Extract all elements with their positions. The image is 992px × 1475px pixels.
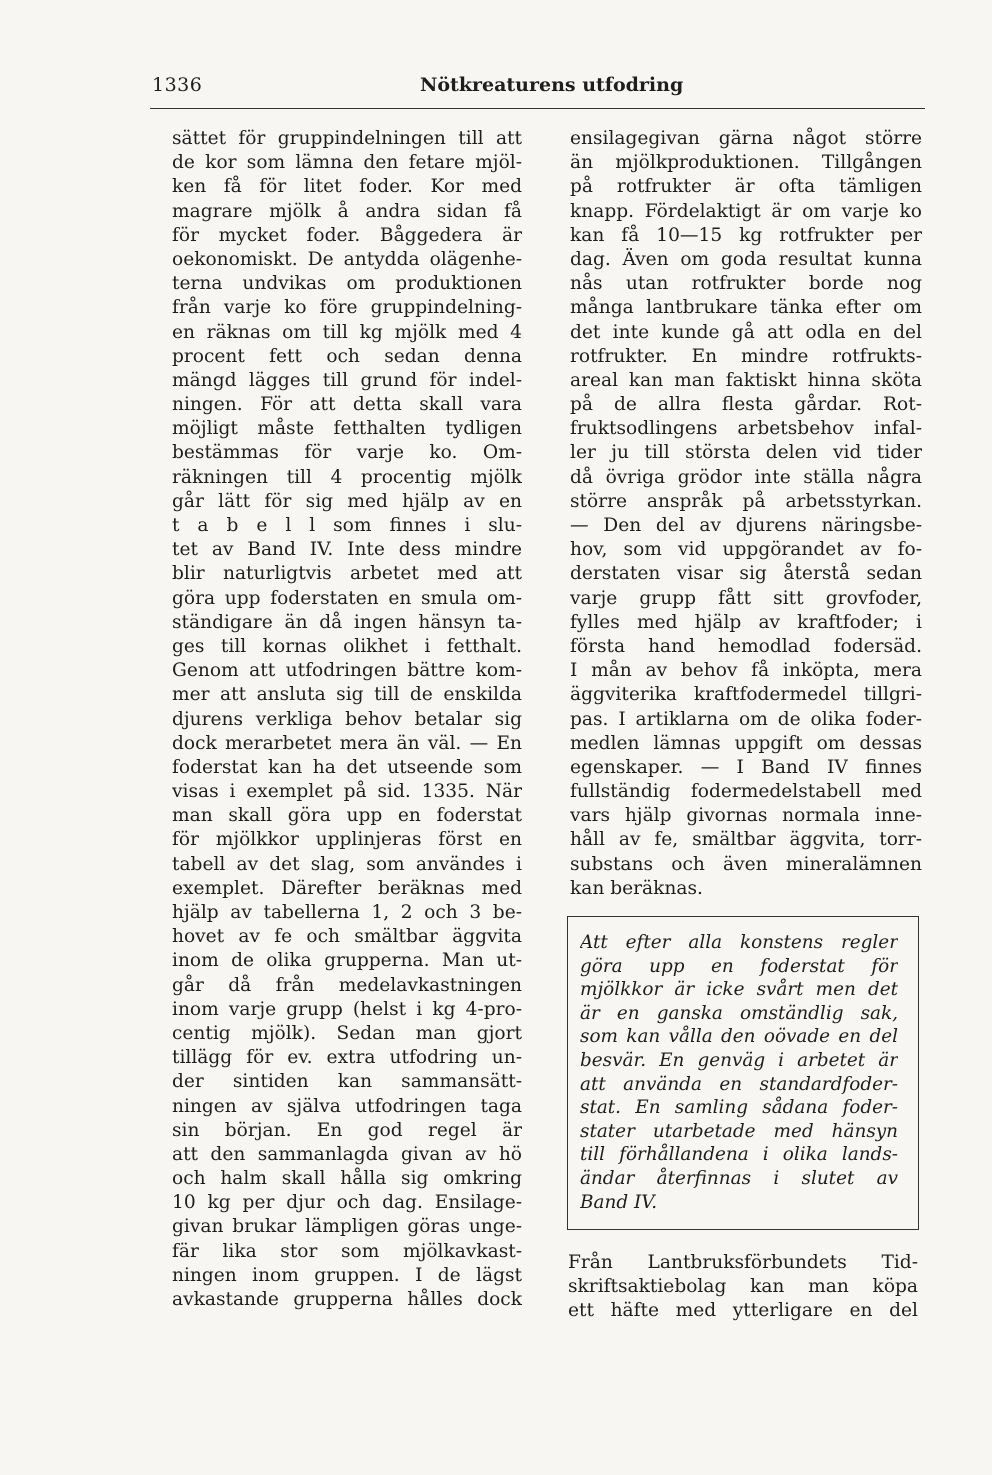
text-line: inom varje grupp (helst i kg 4-pro- (172, 998, 522, 1020)
text-line: kan få 10—15 kg rotfrukter per (570, 224, 922, 246)
text-line: avkastande grupperna hålles dock (172, 1289, 522, 1310)
text-line: att den sammanlagda givan av hö (172, 1143, 522, 1165)
text-line: Genom att utfodringen bättre kom- (172, 660, 522, 682)
text-line: tet av Band IV. Inte dess mindre (172, 539, 522, 561)
text-line: djurens verkliga behov betalar sig (172, 708, 522, 730)
text-line: centig mjölk). Sedan man gjort (172, 1022, 522, 1044)
text-line: går då från medelavkastningen (172, 974, 522, 996)
text-line: håll av fe, smältbar äggvita, torr- (570, 829, 922, 851)
text-line: medlen lämnas uppgift om dessas (570, 732, 922, 754)
page-header (152, 70, 920, 110)
text-line: sin början. En god regel är (172, 1119, 522, 1141)
text-line: stat. En samling sådana foder- (580, 1097, 898, 1119)
text-line: givan brukar lämpligen göras unge- (172, 1216, 522, 1238)
text-line: Band IV. (580, 1191, 658, 1213)
header-rule (150, 108, 925, 109)
text-line: större anspråk på arbetsstyrkan. (570, 490, 922, 512)
text-line: att använda en standardfoder- (580, 1073, 898, 1095)
text-line: substans och även mineralämnen (570, 853, 922, 875)
text-line: I mån av behov få inköpta, mera (570, 660, 922, 682)
text-line: skriftsaktiebolag kan man köpa (568, 1276, 918, 1298)
right-column (570, 127, 922, 901)
text-line: det inte kunde gå att odla en del (570, 321, 922, 343)
text-line: t a b e l l som finnes i slu- (172, 515, 522, 536)
text-line: är en ganska omständlig sak, (580, 1002, 898, 1024)
text-line: fruktsodlingens arbetsbehov infal- (570, 418, 922, 440)
text-line: inom de olika grupperna. Man ut- (172, 950, 522, 972)
text-line: på de allra flesta gårdar. Rot- (570, 394, 922, 416)
text-line: sättet för gruppindelningen till att (172, 128, 522, 149)
right-column-continuation (568, 1251, 918, 1324)
text-line: de kor som lämna den fetare mjöl- (172, 152, 522, 174)
text-line: göra upp en foderstat för (580, 955, 898, 977)
text-line: hovet av fe och smältbar äggvita (172, 926, 522, 948)
text-line: procent fett och sedan denna (172, 345, 522, 367)
text-line: ändar återfinnas i slutet av (580, 1167, 898, 1189)
text-line: foderstat kan ha det utseende som (172, 756, 522, 778)
text-line: terna undvikas om produktionen (172, 273, 522, 295)
text-line: vars hjälp givornas normala inne- (570, 805, 922, 827)
text-line: ningen inom gruppen. I de lägst (172, 1264, 522, 1286)
text-line: pas. I artiklarna om de olika foder- (570, 708, 922, 730)
text-line: äggviterika kraftfodermedel tillgri- (570, 684, 922, 706)
text-line: ler ju till största delen vid tider (570, 442, 922, 464)
text-line: räkningen till 4 procentig mjölk (172, 466, 522, 488)
text-line: blir naturligtvis arbetet med att (172, 563, 522, 585)
text-line: ken få för litet foder. Kor med (172, 176, 522, 198)
text-line: fullständig fodermedelstabell med (570, 781, 922, 803)
text-line: göra upp foderstaten en smula om- (172, 587, 522, 609)
left-column (172, 127, 522, 1312)
text-line: visas i exemplet på sid. 1335. När (172, 781, 522, 803)
text-line: hjälp av tabellerna 1, 2 och 3 be- (172, 902, 522, 923)
text-line: första hand hemodlad fodersäd. (570, 635, 922, 657)
text-line: oekonomiskt. De antydda olägenhe- (172, 248, 522, 270)
text-line: på rotfrukter är ofta tämligen (570, 176, 922, 198)
text-line: Från Lantbruksförbundets Tid- (568, 1252, 918, 1273)
running-head: Nötkreaturens utfodring (420, 74, 684, 96)
text-line: ensilagegivan gärna något större (570, 128, 922, 149)
text-line: dock merarbetet mera än väl. — En (172, 732, 522, 754)
text-line: der sintiden kan sammansätt- (172, 1071, 522, 1093)
text-line: magrare mjölk å andra sidan få (172, 200, 522, 222)
text-line: ningen av själva utfodringen taga (172, 1095, 522, 1117)
text-line: stater utarbetade med hänsyn (580, 1120, 898, 1142)
text-line: — Den del av djurens näringsbe- (570, 515, 922, 536)
text-line: 10 kg per djur och dag. Ensilage- (172, 1192, 522, 1214)
text-line: varje grupp fått sitt grovfoder, (570, 587, 922, 609)
text-line: ges till kornas olikhet i fetthalt. (172, 635, 522, 657)
text-line: areal kan man faktiskt hinna sköta (570, 369, 922, 391)
text-line: kan beräknas. (570, 877, 703, 899)
text-line: ningen. För att detta skall vara (172, 394, 522, 416)
text-line: dag. Även om goda resultat kunna (570, 248, 922, 270)
text-line: för mycket foder. Båggedera är (172, 224, 522, 246)
text-line: nås utan rotfrukter borde nog (570, 273, 922, 295)
callout-box (567, 916, 919, 1230)
text-line: ett häfte med ytterligare en del (568, 1300, 918, 1322)
text-line: mjölkkor är icke svårt men det (580, 979, 898, 1001)
text-line: Att efter alla konstens regler (580, 932, 898, 953)
text-line: många lantbrukare tänka efter om (570, 297, 922, 319)
text-line: möjligt måste fetthalten tydligen (172, 418, 522, 440)
text-line: mer att ansluta sig till de enskilda (172, 684, 522, 706)
text-line: för mjölkkor upplinjeras först en (172, 829, 522, 851)
text-line: fylles med hjälp av kraftfoder; i (570, 611, 922, 633)
text-line: till förhållandena i olika lands- (580, 1144, 898, 1166)
text-line: bestämmas för varje ko. Om- (172, 442, 522, 464)
text-line: hov, som vid uppgörandet av fo- (570, 539, 922, 561)
text-line: ständigare än då ingen hänsyn ta- (172, 611, 522, 633)
text-line: än mjölkproduktionen. Tillgången (570, 152, 922, 174)
text-line: och halm skall hålla sig omkring (172, 1168, 522, 1190)
text-line: mängd lägges till grund för indel- (172, 369, 522, 391)
text-line: egenskaper. — I Band IV finnes (570, 756, 922, 778)
page-number: 1336 (152, 74, 203, 96)
text-line: man skall göra upp en foderstat (172, 805, 522, 827)
text-line: besvär. En genväg i arbetet är (580, 1049, 898, 1071)
text-line: derstaten visar sig återstå sedan (570, 563, 922, 585)
text-line: tillägg för ev. extra utfodring un- (172, 1047, 522, 1069)
callout-text (580, 931, 898, 1214)
text-line: då övriga grödor inte ställa några (570, 466, 922, 488)
text-line: exemplet. Därefter beräknas med (172, 877, 522, 899)
text-line: rotfrukter. En mindre rotfrukts- (570, 345, 922, 367)
text-line: från varje ko före gruppindelning- (172, 297, 522, 319)
text-line: tabell av det slag, som användes i (172, 853, 522, 875)
text-line: fär lika stor som mjölkavkast- (172, 1240, 522, 1262)
text-line: knapp. Fördelaktigt är om varje ko (570, 200, 922, 222)
text-line: en räknas om till kg mjölk med 4 (172, 321, 522, 343)
text-line: som kan vålla den oövade en del (580, 1026, 898, 1048)
text-line: går lätt för sig med hjälp av en (172, 490, 522, 512)
